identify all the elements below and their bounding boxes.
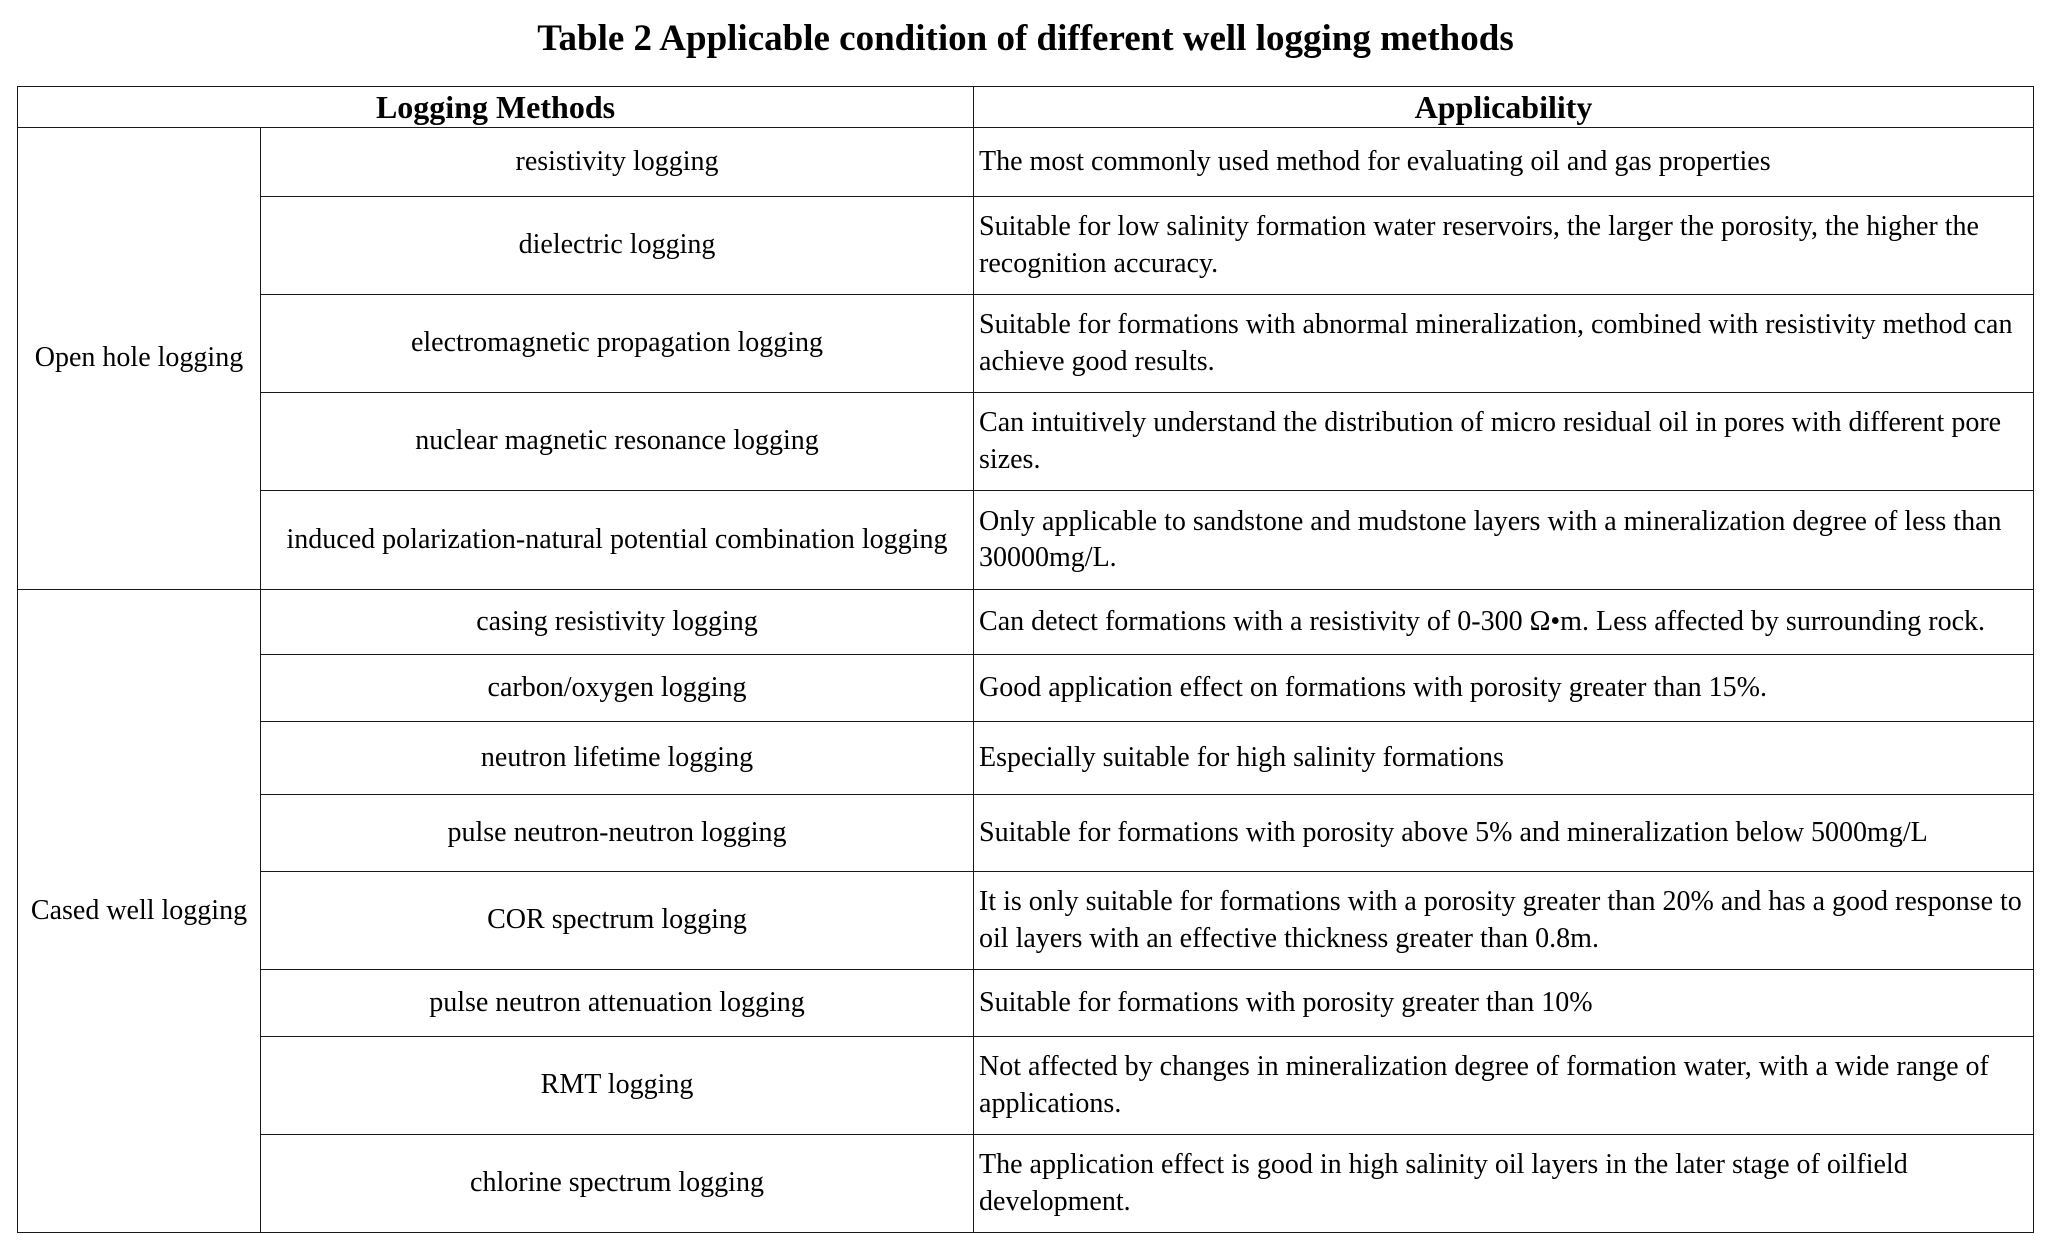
applicability-cell: Good application effect on formations with porosity greater than 15%. xyxy=(974,655,2034,722)
table-row xyxy=(18,128,2034,197)
applicability-cell: The application effect is good in high salinity oil layers in the later stage of oilfield development. xyxy=(974,1135,2034,1233)
table-row xyxy=(18,795,2034,872)
method-cell: induced polarization-natural potential combination logging xyxy=(261,491,974,590)
applicability-cell: It is only suitable for formations with a porosity greater than 20% and has a good response to oil layers with an effective thickness greater than 0.8m. xyxy=(974,872,2034,970)
method-cell: electromagnetic propagation logging xyxy=(261,295,974,393)
table-row xyxy=(18,655,2034,722)
method-cell: casing resistivity logging xyxy=(261,590,974,655)
table-row xyxy=(18,1037,2034,1135)
applicability-cell: Suitable for low salinity formation water reservoirs, the larger the porosity, the higher the recognition accuracy. xyxy=(974,197,2034,295)
method-cell: RMT logging xyxy=(261,1037,974,1135)
method-cell: carbon/oxygen logging xyxy=(261,655,974,722)
applicability-cell: Only applicable to sandstone and mudstone layers with a mineralization degree of less than 30000mg/L. xyxy=(974,491,2034,590)
applicability-cell: Can detect formations with a resistivity of 0-300 Ω•m. Less affected by surrounding rock. xyxy=(974,590,2034,655)
table-row xyxy=(18,1135,2034,1233)
method-cell: nuclear magnetic resonance logging xyxy=(261,393,974,491)
table-row xyxy=(18,970,2034,1037)
applicability-cell: Can intuitively understand the distribution of micro residual oil in pores with different pore sizes. xyxy=(974,393,2034,491)
table-row xyxy=(18,491,2034,590)
table-row xyxy=(18,722,2034,795)
table-row xyxy=(18,197,2034,295)
header-logging-methods: Logging Methods xyxy=(18,87,974,128)
applicability-cell: Suitable for formations with abnormal mineralization, combined with resistivity method can achieve good results. xyxy=(974,295,2034,393)
applicability-cell: Not affected by changes in mineralization degree of formation water, with a wide range of applications. xyxy=(974,1037,2034,1135)
category-cased-well-logging: Cased well logging xyxy=(18,590,261,1233)
applicability-cell: Suitable for formations with porosity greater than 10% xyxy=(974,970,2034,1037)
applicability-cell: The most commonly used method for evaluating oil and gas properties xyxy=(974,128,2034,197)
method-cell: pulse neutron-neutron logging xyxy=(261,795,974,872)
table-row xyxy=(18,393,2034,491)
applicability-cell: Suitable for formations with porosity above 5% and mineralization below 5000mg/L xyxy=(974,795,2034,872)
method-cell: chlorine spectrum logging xyxy=(261,1135,974,1233)
method-cell: dielectric logging xyxy=(261,197,974,295)
method-cell: neutron lifetime logging xyxy=(261,722,974,795)
method-cell: pulse neutron attenuation logging xyxy=(261,970,974,1037)
category-open-hole-logging: Open hole logging xyxy=(18,128,261,590)
table-row xyxy=(18,590,2034,655)
table-title: Table 2 Applicable condition of different well logging methods xyxy=(537,18,1514,59)
header-applicability: Applicability xyxy=(974,87,2034,128)
logging-methods-table xyxy=(17,86,2034,1233)
table-row xyxy=(18,872,2034,970)
table-row xyxy=(18,295,2034,393)
applicability-cell: Especially suitable for high salinity formations xyxy=(974,722,2034,795)
method-cell: COR spectrum logging xyxy=(261,872,974,970)
header-row xyxy=(18,87,2034,128)
method-cell: resistivity logging xyxy=(261,128,974,197)
